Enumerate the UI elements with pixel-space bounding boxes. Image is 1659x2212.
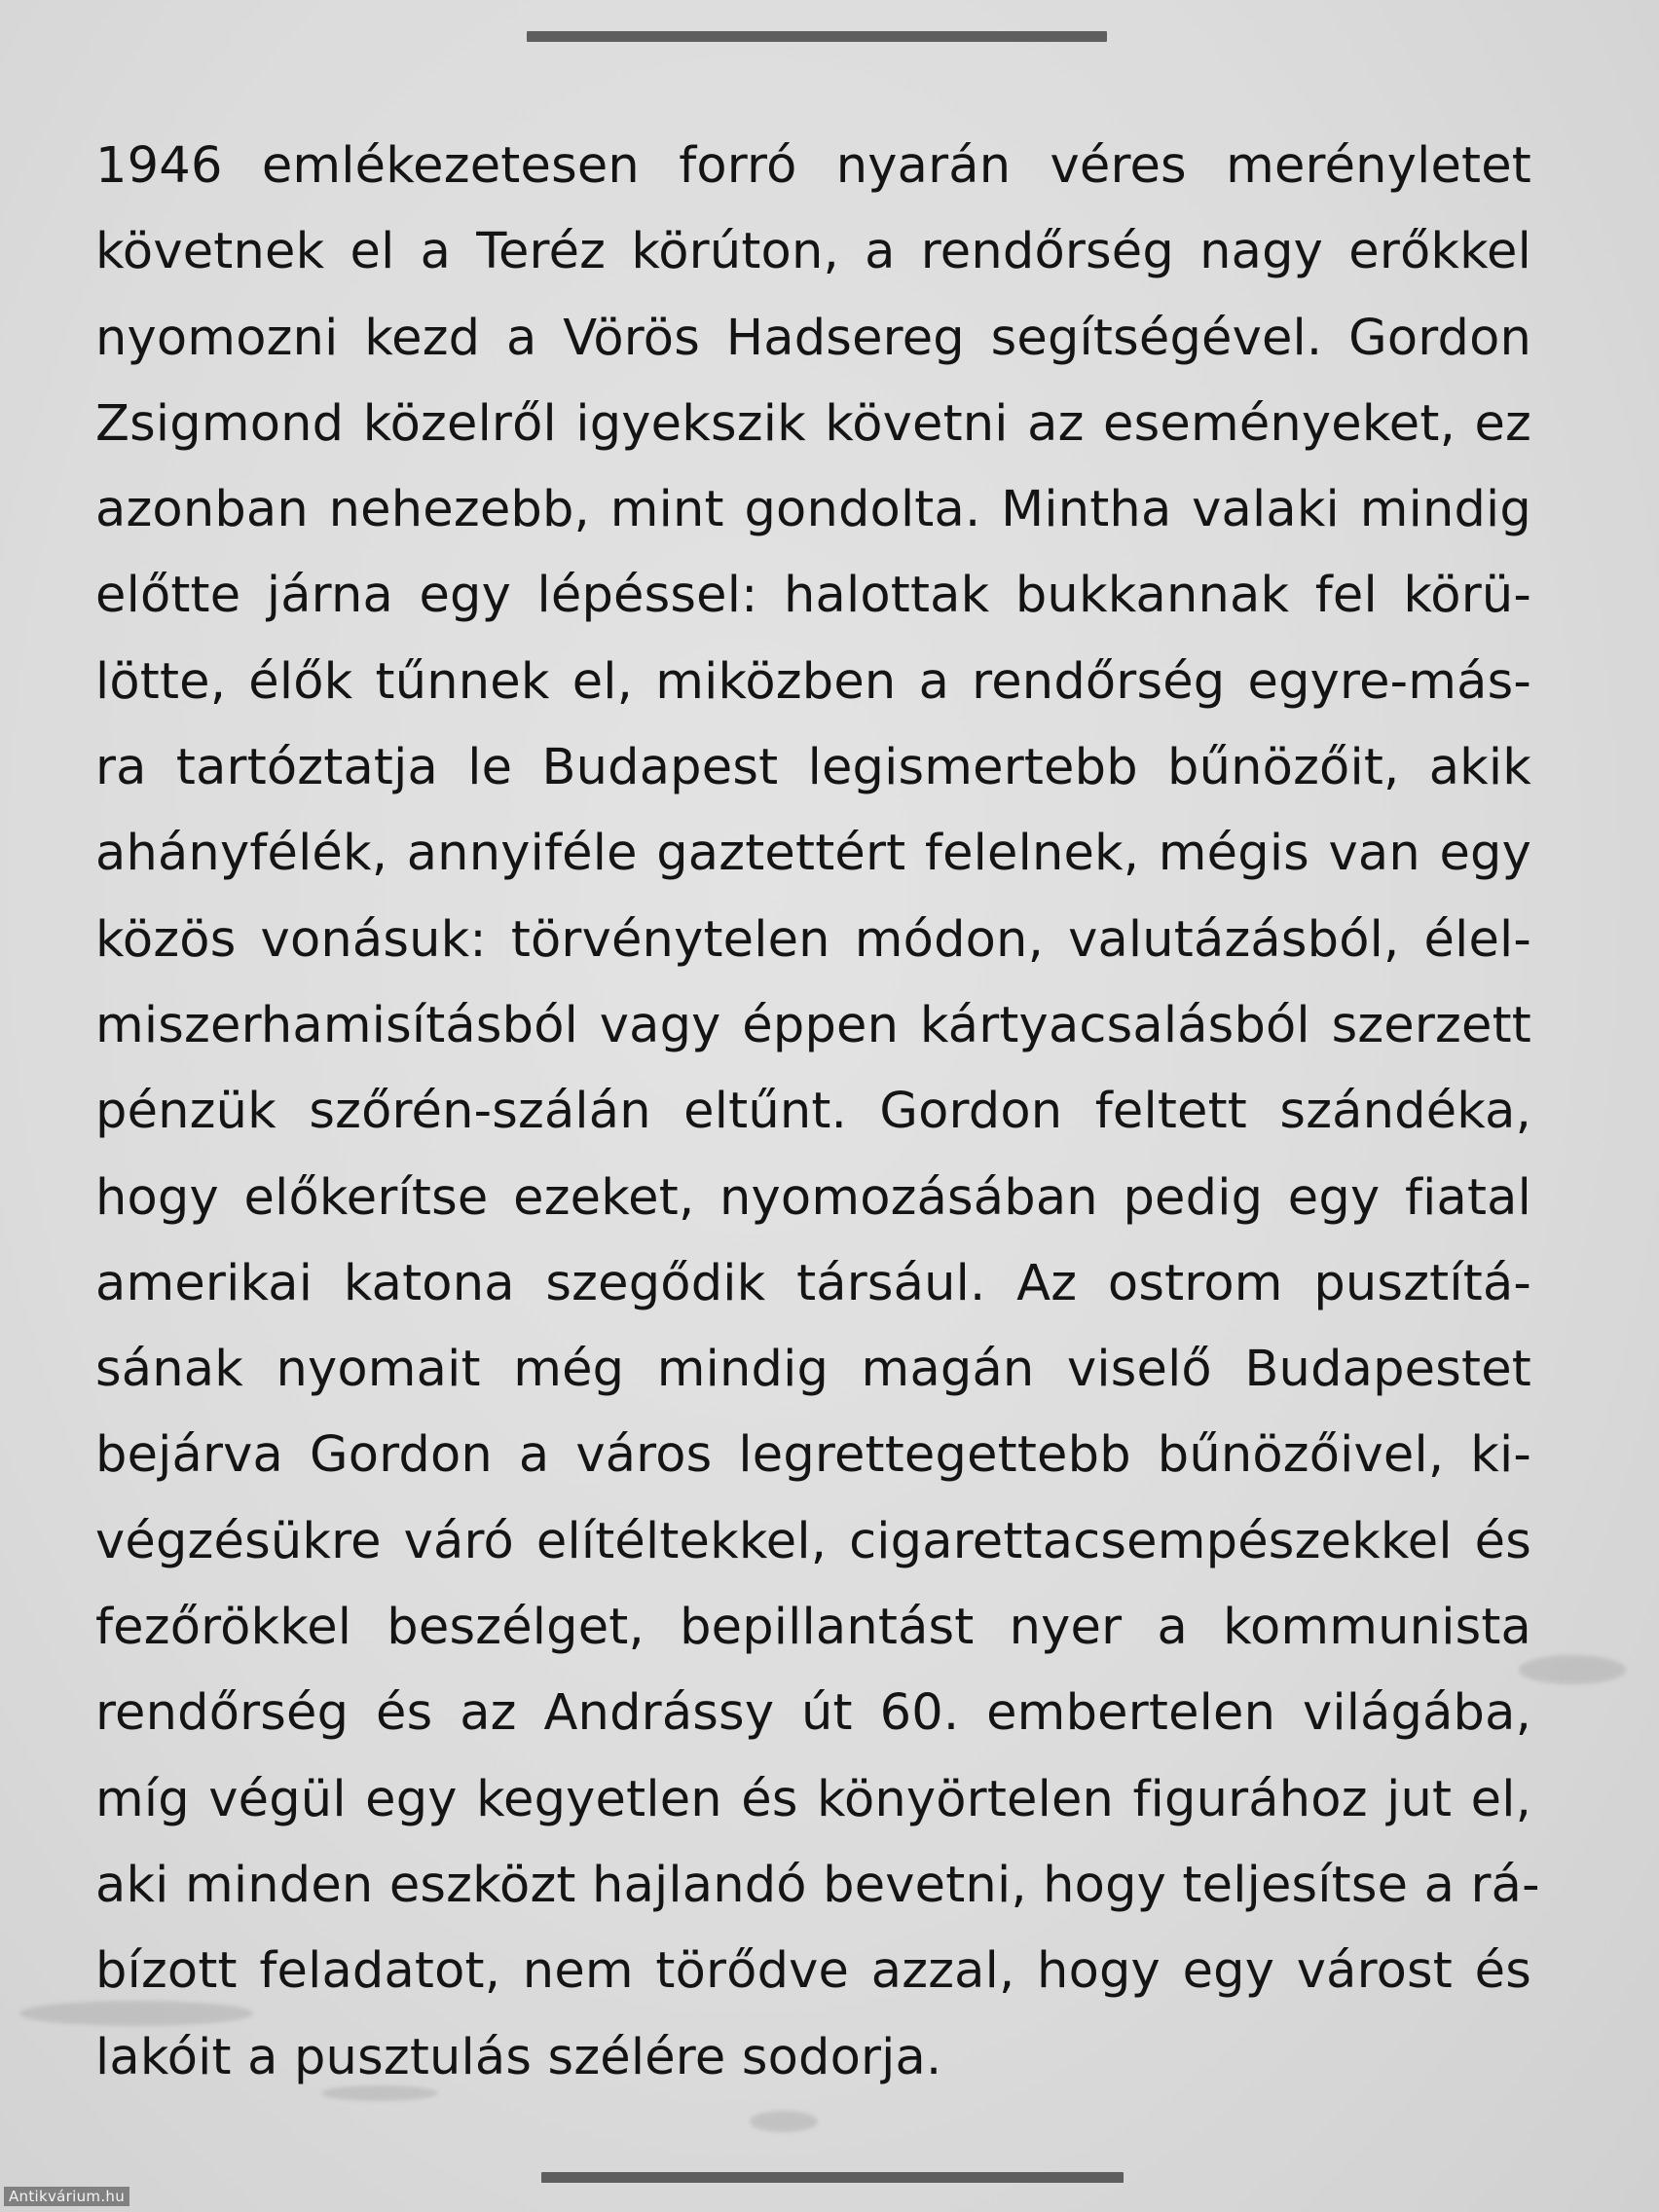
paper-smudge <box>19 2001 253 2026</box>
paragraph-line: ra tartóztatja le Budapest legismertebb bűnözőit, akik <box>95 739 1531 797</box>
paper-smudge <box>750 2111 818 2132</box>
paragraph-line: fezőrökkel beszélget, bepillantást nyer a kommunista <box>95 1599 1531 1657</box>
paragraph-line: lötte, élők tűnnek el, miközben a rendőrség egyre-más- <box>95 652 1531 711</box>
paragraph-line: bejárva Gordon a város legrettegettebb bűnözőivel, ki- <box>95 1426 1531 1485</box>
top-divider-rule <box>527 31 1107 42</box>
paragraph-line: ahányfélék, annyiféle gaztettért felelnek, mégis van egy <box>95 825 1531 883</box>
bottom-divider-rule <box>541 2172 1124 2183</box>
paper-smudge <box>321 2085 438 2101</box>
paragraph-line: hogy előkerítse ezeket, nyomozásában pedig egy fiatal <box>95 1168 1531 1227</box>
paragraph-line: bízott feladatot, nem törődve azzal, hogy egy várost és <box>95 1942 1531 2001</box>
paragraph-line: aki minden eszközt hajlandó bevetni, hogy teljesítse a rá- <box>95 1856 1540 1914</box>
paper-smudge <box>1519 1655 1626 1684</box>
paragraph-line: közös vonásuk: törvénytelen módon, valutázásból, élel- <box>95 910 1531 969</box>
paragraph-line: amerikai katona szegődik társául. Az ostrom pusztítá- <box>95 1254 1531 1312</box>
paragraph-line: míg végül egy kegyetlen és könyörtelen figurához jut el, <box>95 1770 1531 1828</box>
paragraph-line: azonban nehezebb, mint gondolta. Mintha valaki mindig <box>95 481 1531 539</box>
paragraph-line-last: lakóit a pusztulás szélére sodorja. <box>95 2028 942 2086</box>
paragraph-line: követnek el a Teréz körúton, a rendőrség nagy erőkkel <box>95 223 1531 281</box>
paragraph-line: miszerhamisításból vagy éppen kártyacsalásból szerzett <box>95 996 1531 1054</box>
paragraph-line: 1946 emlékezetesen forró nyarán véres merényletet <box>95 137 1531 195</box>
watermark-text: Antikvárium.hu <box>4 2187 129 2206</box>
paragraph-line: Zsigmond közelről igyekszik követni az eseményeket, ez <box>95 394 1531 453</box>
blurb-paragraph <box>95 124 1540 2101</box>
paragraph-line: nyomozni kezd a Vörös Hadsereg segítségével. Gordon <box>95 309 1531 367</box>
paragraph-line: pénzük szőrén-szálán eltűnt. Gordon feltett szándéka, <box>95 1083 1531 1141</box>
paragraph-line: előtte járna egy lépéssel: halottak bukkannak fel körü- <box>95 567 1531 625</box>
paragraph-line: végzésükre váró elítéltekkel, cigarettacsempészekkel és <box>95 1512 1531 1570</box>
paragraph-line: rendőrség és az Andrássy út 60. embertelen világába, <box>95 1684 1531 1743</box>
paragraph-line: sának nyomait még mindig magán viselő Budapestet <box>95 1341 1531 1399</box>
